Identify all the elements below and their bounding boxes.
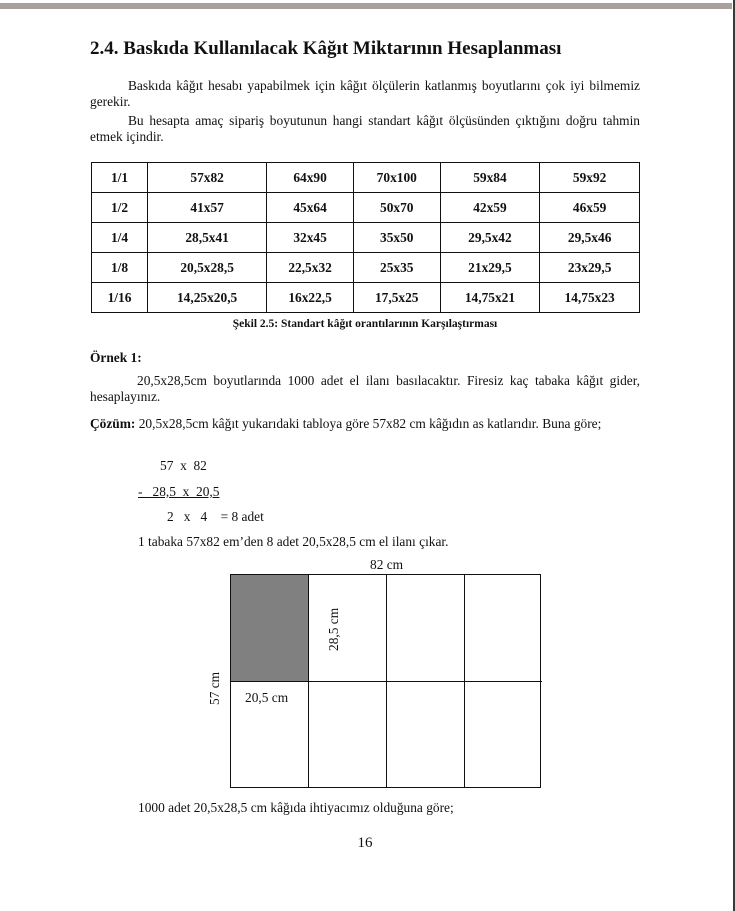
table-cell: 20,5x28,5 — [148, 253, 267, 283]
paper-size-table — [91, 162, 640, 313]
table-cell: 21x29,5 — [440, 253, 540, 283]
table-cell: 14,25x20,5 — [148, 283, 267, 313]
table-cell: 45x64 — [267, 193, 354, 223]
table-cell: 29,5x46 — [540, 223, 640, 253]
intro-paragraph-1: Baskıda kâğıt hesabı yapabilmek için kâğıt ölçülerin katlanmış boyutlarını çok iyi bilmemiz gerekir. — [90, 78, 640, 109]
table-cell: 16x22,5 — [267, 283, 354, 313]
table-cell: 14,75x23 — [540, 283, 640, 313]
table-cell: 29,5x42 — [440, 223, 540, 253]
diagram-width-label: 82 cm — [370, 557, 404, 572]
table-cell: 28,5x41 — [148, 223, 267, 253]
diagram-cell — [387, 575, 465, 682]
table-cell: 59x92 — [540, 163, 640, 193]
diagram-cell-shaded — [231, 575, 309, 682]
diagram-cell — [465, 682, 542, 788]
table-cell: 41x57 — [148, 193, 267, 223]
table-cell: 1/8 — [92, 253, 148, 283]
piece-width-label: 20,5 cm — [245, 690, 289, 705]
diagram-cell — [387, 682, 465, 788]
table-row — [92, 253, 640, 283]
top-bar — [0, 3, 732, 9]
followup-text: 1000 adet 20,5x28,5 cm kâğıda ihtiyacımız olduğuna göre; — [138, 800, 454, 815]
table-cell: 50x70 — [353, 193, 440, 223]
example-solution — [90, 416, 640, 432]
table-cell: 1/4 — [92, 223, 148, 253]
diagram-cell — [309, 575, 387, 682]
table-caption: Şekil 2.5: Standart kâğıt orantılarının Karşılaştırması — [232, 318, 498, 330]
sheet-layout-diagram — [230, 574, 541, 788]
table-cell: 1/16 — [92, 283, 148, 313]
page-number: 16 — [357, 835, 373, 851]
example-problem: 20,5x28,5cm boyutlarında 1000 adet el ilanı basılacaktır. Firesiz kaç tabaka kâğıt gider, hesaplayınız. — [90, 373, 640, 404]
calc-line-1: 57 x 82 — [160, 458, 207, 473]
diagram-cell — [309, 682, 387, 788]
table-cell: 64x90 — [267, 163, 354, 193]
table-cell: 17,5x25 — [353, 283, 440, 313]
table-cell: 35x50 — [353, 223, 440, 253]
table-row — [92, 163, 640, 193]
table-row — [92, 283, 640, 313]
table-cell: 32x45 — [267, 223, 354, 253]
table-cell: 59x84 — [440, 163, 540, 193]
diagram-cell — [465, 575, 542, 682]
table-cell: 57x82 — [148, 163, 267, 193]
table-row — [92, 223, 640, 253]
piece-height-label: 28,5 cm — [326, 607, 341, 651]
table-cell: 23x29,5 — [540, 253, 640, 283]
intro-paragraph-2: Bu hesapta amaç sipariş boyutunun hangi standart kâğıt ölçüsünden çıktığını doğru tahmin etmek içindir. — [90, 113, 640, 144]
calc-result: 1 tabaka 57x82 em’den 8 adet 20,5x28,5 cm el ilanı çıkar. — [138, 534, 449, 549]
table-cell: 22,5x32 — [267, 253, 354, 283]
table-cell: 25x35 — [353, 253, 440, 283]
table-cell: 14,75x21 — [440, 283, 540, 313]
table-cell: 1/1 — [92, 163, 148, 193]
table-cell: 1/2 — [92, 193, 148, 223]
table-cell: 42x59 — [440, 193, 540, 223]
solution-text: 20,5x28,5cm kâğıt yukarıdaki tabloya göre 57x82 cm kâğıdın as katlarıdır. Buna göre; — [135, 416, 602, 431]
section-title: 2.4. Baskıda Kullanılacak Kâğıt Miktarının Hesaplanması — [90, 38, 562, 59]
table-cell: 46x59 — [540, 193, 640, 223]
table-row — [92, 193, 640, 223]
table-cell: 70x100 — [353, 163, 440, 193]
calc-line-3: 2 x 4 = 8 adet — [167, 509, 264, 524]
example-heading: Örnek 1: — [90, 350, 142, 365]
diagram-height-label: 57 cm — [207, 671, 222, 705]
calc-line-2: - 28,5 x 20,5 — [138, 484, 220, 499]
solution-label: Çözüm: — [90, 416, 136, 431]
